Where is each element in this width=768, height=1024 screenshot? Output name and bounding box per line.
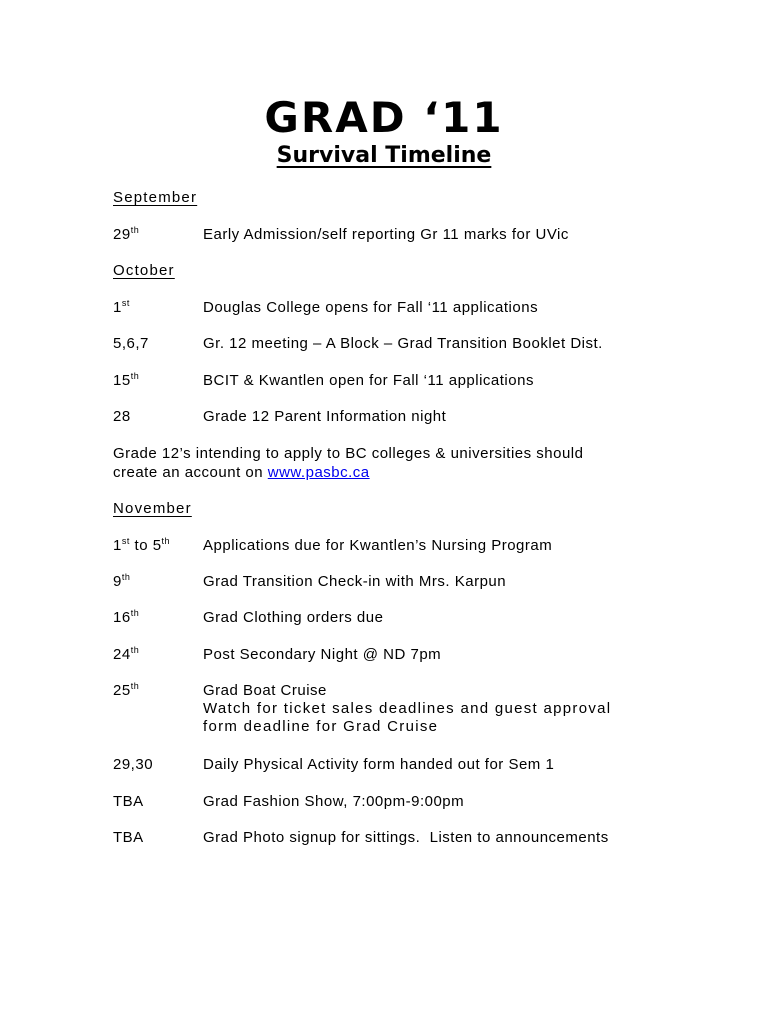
event-description-line: Watch for ticket sales deadlines and guest approval — [203, 700, 612, 717]
event-date: 1st to 5th — [113, 536, 171, 554]
event-description: BCIT & Kwantlen open for Fall ‘11 applications — [203, 372, 534, 389]
event-date: 24th — [113, 645, 140, 663]
event-description: Grad Photo signup for sittings. Listen to announcements — [203, 829, 609, 846]
event-description: Grad Transition Check-in with Mrs. Karpun — [203, 573, 507, 590]
event-description: Douglas College opens for Fall ‘11 applications — [203, 299, 539, 316]
event-description: Grad Clothing orders due — [203, 609, 384, 626]
event-date: 16th — [113, 608, 140, 626]
event-description-line: form deadline for Grad Cruise — [203, 718, 439, 735]
event-description: Post Secondary Night @ ND 7pm — [203, 646, 442, 663]
note-line-2: create an account on — [113, 464, 268, 481]
month-heading-september: September — [113, 189, 198, 206]
event-date: 28 — [113, 408, 131, 425]
event-date: TBA — [113, 793, 144, 810]
subtitle-text: Survival Timeline — [276, 143, 492, 168]
event-description: Early Admission/self reporting Gr 11 marks for UVic — [203, 226, 569, 243]
event-description — [203, 682, 673, 736]
event-description: Applications due for Kwantlen’s Nursing Program — [203, 537, 553, 554]
event-date: 15th — [113, 371, 140, 389]
event-date: 29,30 — [113, 756, 154, 773]
note-line-1: Grade 12’s intending to apply to BC colleges & universities should — [113, 445, 584, 462]
pasbc-note — [113, 444, 653, 482]
event-date: 9th — [113, 572, 131, 590]
event-date: TBA — [113, 829, 144, 846]
event-description-line: Grad Boat Cruise — [203, 682, 327, 699]
pasbc-link[interactable]: www.pasbc.ca — [267, 464, 370, 481]
page-title: GRAD ‘11 — [264, 93, 504, 142]
event-description: Grad Fashion Show, 7:00pm-9:00pm — [203, 793, 465, 810]
month-heading-october: October — [113, 262, 175, 279]
event-description: Grade 12 Parent Information night — [203, 408, 447, 425]
event-description: Daily Physical Activity form handed out for Sem 1 — [203, 756, 555, 773]
event-description: Gr. 12 meeting – A Block – Grad Transition Booklet Dist. — [203, 335, 603, 352]
event-date: 1st — [113, 298, 130, 316]
event-date: 5,6,7 — [113, 335, 149, 352]
page-subtitle — [0, 142, 768, 170]
event-date: 29th — [113, 225, 140, 243]
event-date: 25th — [113, 681, 140, 699]
month-heading-november: November — [113, 500, 192, 517]
